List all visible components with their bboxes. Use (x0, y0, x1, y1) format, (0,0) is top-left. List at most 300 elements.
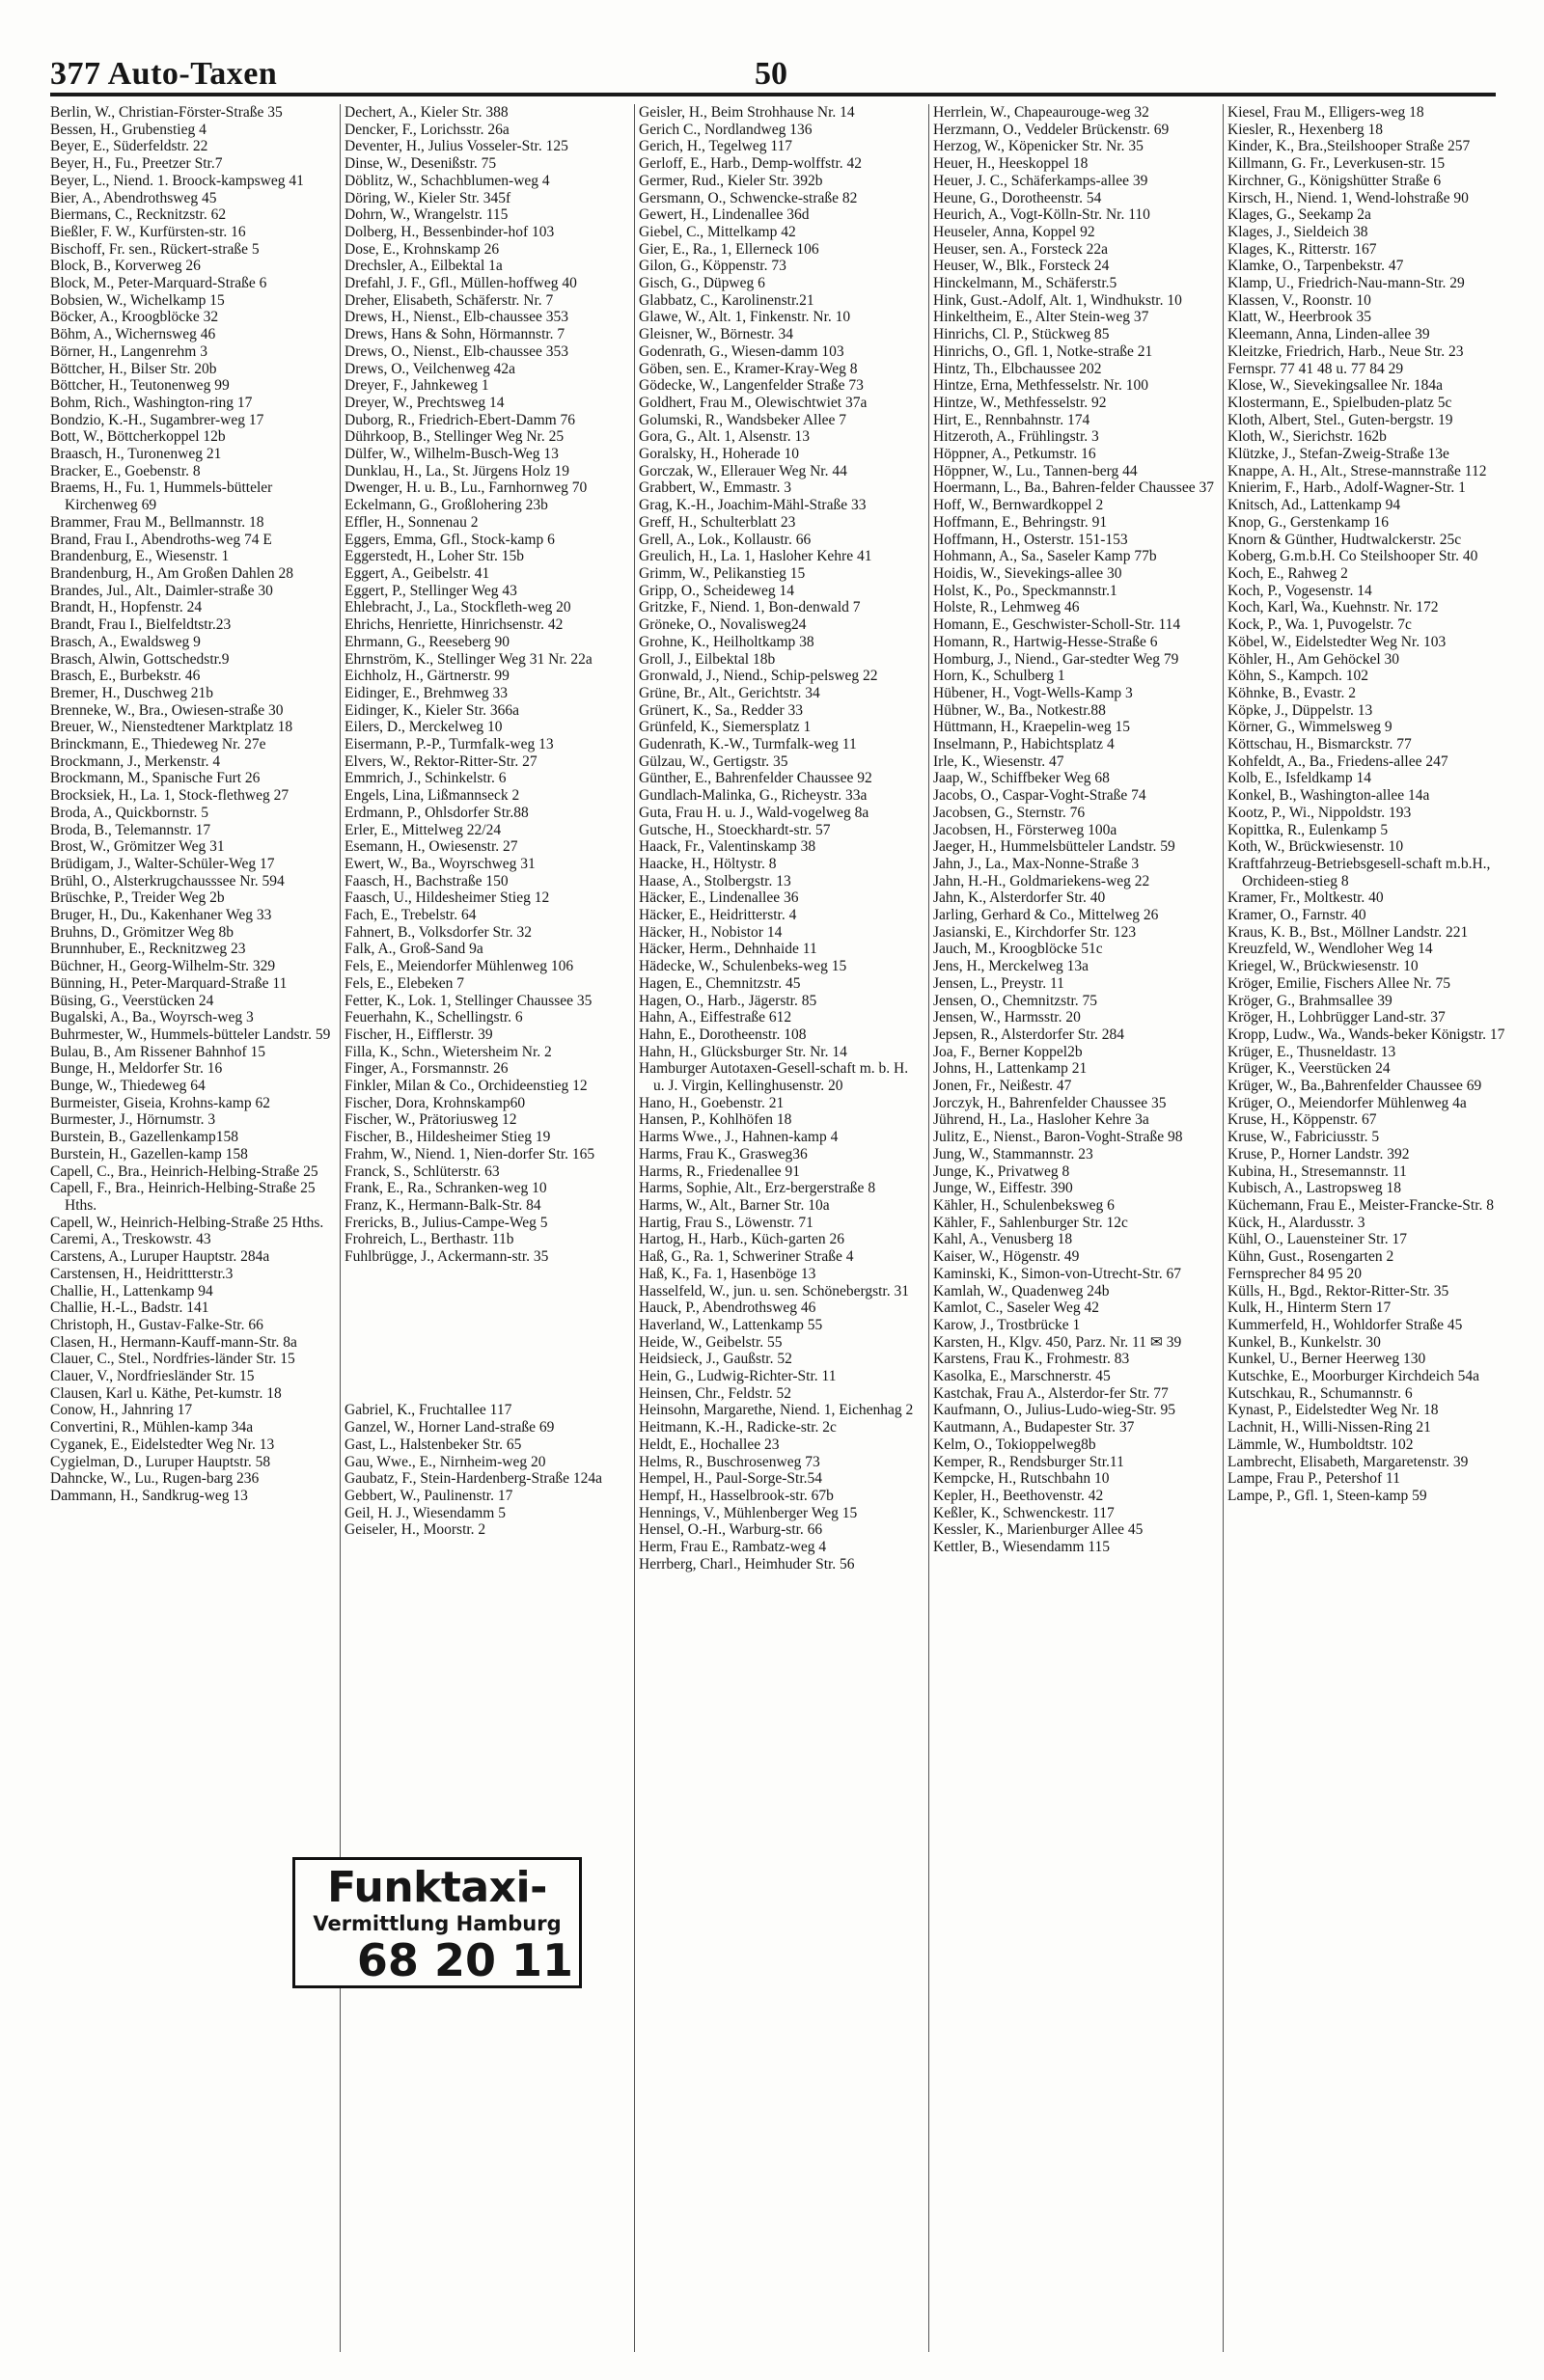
listing-entry: Jacobsen, H., Försterweg 100a (933, 821, 1117, 838)
listing-entry: Gülzau, W., Gertigstr. 35 (639, 752, 788, 770)
listing-entry: Brandes, Jul., Alt., Daimler-straße 30 (50, 582, 273, 599)
listing-entry: Koth, W., Brückwiesenstr. 10 (1227, 838, 1404, 856)
listing-entry: Hein, G., Ludwig-Richter-Str. 11 (639, 1368, 837, 1385)
listing-entry: Joa, F., Berner Koppel2b (933, 1043, 1083, 1060)
listing-entry: Hasselfeld, W., jun. u. sen. Schönebergstr. 31 (639, 1282, 909, 1299)
listing-entry (345, 1368, 627, 1385)
listing-entry: Kröger, H., Lohbrügger Land-str. 37 (1227, 1009, 1446, 1026)
listing-entry: Bießler, F. W., Kurfürsten-str. 16 (50, 223, 246, 240)
column-divider (1223, 104, 1224, 2352)
listing-entry: Brüdigam, J., Walter-Schüler-Weg 17 (50, 855, 275, 872)
listing-entry: Johns, H., Lattenkamp 21 (933, 1060, 1088, 1078)
listing-entry: Gritzke, F., Niend. 1, Bon-denwald 7 (639, 599, 861, 616)
listing-entry: Heuser, W., Blk., Forsteck 24 (933, 258, 1110, 275)
listing-entry: Hitzeroth, A., Frühlingstr. 3 (933, 428, 1099, 446)
listing-entry: Gundlach-Malinka, G., Richeystr. 33a (639, 787, 868, 805)
listing-entry: Brasch, E., Burbekstr. 46 (50, 668, 201, 685)
column-4 (933, 104, 1216, 2352)
listing-columns (50, 104, 1505, 2352)
listing-entry: Irle, K., Wiesenstr. 47 (933, 752, 1064, 770)
listing-entry: Beyer, E., Süderfeldstr. 22 (50, 138, 208, 155)
listing-entry: Kriegel, W., Brückwiesenstr. 10 (1227, 958, 1419, 975)
column-divider (928, 104, 929, 2352)
listing-entry: Köpke, J., Düppelstr. 13 (1227, 701, 1373, 719)
ad-subline: Vermittlung Hamburg (313, 1912, 562, 1935)
listing-entry: Herzog, W., Köpenicker Str. Nr. 35 (933, 138, 1144, 155)
listing-entry: Herrlein, W., Chapeaurouge-weg 32 (933, 104, 1149, 121)
listing-entry: Kohfeldt, A., Ba., Friedens-allee 247 (1227, 752, 1448, 770)
listing-entry: Koberg, G.m.b.H. Co Steilshooper Str. 40 (1227, 548, 1478, 565)
listing-entry: Kirsch, H., Niend. 1, Wend-lohstraße 90 (1227, 189, 1469, 206)
listing-entry: Bobsien, W., Wichelkamp 15 (50, 291, 225, 309)
listing-entry: Kiesler, R., Hexenberg 18 (1227, 121, 1383, 138)
listing-entry: Klages, K., Ritterstr. 167 (1227, 240, 1377, 258)
listing-entry: Geisler, H., Beim Strohhause Nr. 14 (639, 104, 855, 121)
page-header (50, 56, 1498, 95)
listing-entry: Gabriel, K., Fruchtallee 117 (345, 1402, 512, 1419)
listing-entry: Kloth, Albert, Stel., Guten-bergstr. 19 (1227, 411, 1453, 428)
listing-entry (345, 1334, 627, 1352)
listing-entry: Grünfeld, K., Siemersplatz 1 (639, 719, 812, 736)
listing-entry: Hensel, O.-H., Warburg-str. 66 (639, 1521, 823, 1539)
listing-entry: Kleitzke, Friedrich, Harb., Neue Str. 23 (1227, 342, 1464, 360)
listing-entry: Heuser, sen. A., Forsteck 22a (933, 240, 1109, 258)
listing-entry: Finger, A., Forsmannstr. 26 (345, 1060, 509, 1078)
listing-entry: Klamp, U., Friedrich-Nau-mann-Str. 29 (1227, 275, 1465, 292)
listing-entry: Haverland, W., Lattenkamp 55 (639, 1316, 823, 1333)
listing-entry (345, 1266, 627, 1283)
listing-entry: Lampe, P., Gfl. 1, Steen-kamp 59 (1227, 1487, 1427, 1504)
listing-entry: Esemann, H., Owiesenstr. 27 (345, 838, 518, 856)
page-number: 50 (755, 56, 787, 92)
listing-entry: Kröger, G., Brahmsallee 39 (1227, 992, 1392, 1009)
listing-entry: Fischer, W., Prätoriusweg 12 (345, 1111, 517, 1129)
listing-entry: Frohreich, L., Berthastr. 11b (345, 1231, 514, 1248)
column-3 (639, 104, 922, 2352)
listing-entry: Gersmann, O., Schwencke-straße 82 (639, 189, 858, 206)
listing-entry: Kruse, W., Fabriciusstr. 5 (1227, 1129, 1380, 1146)
listing-entry: Gewert, H., Lindenallee 36d (639, 206, 810, 224)
listing-entry: Brühl, O., Alsterkrugchausssee Nr. 594 (50, 872, 285, 889)
listing-entry: Fach, E., Trebelstr. 64 (345, 907, 477, 924)
listing-entry: Golumski, R., Wandsbeker Allee 7 (639, 411, 847, 428)
listing-entry: Brammer, Frau M., Bellmannstr. 18 (50, 513, 264, 531)
listing-entry: Jens, H., Merckelweg 13a (933, 958, 1089, 975)
listing-entry: Hagen, E., Chemnitzstr. 45 (639, 974, 801, 992)
listing-entry (345, 1385, 627, 1403)
listing-entry: Ehrmann, G., Reeseberg 90 (345, 633, 510, 650)
listing-entry: Köhn, S., Kampch. 102 (1227, 668, 1368, 685)
listing-entry: Krüger, O., Meiendorfer Mühlenweg 4a (1227, 1094, 1467, 1111)
listing-entry: Drews, O., Veilchenweg 42a (345, 360, 516, 377)
listing-entry: Klassen, V., Roonstr. 10 (1227, 291, 1371, 309)
listing-entry (345, 1299, 627, 1317)
listing-entry: Dolberg, H., Bessenbinder-hof 103 (345, 223, 555, 240)
listing-entry: Giebel, C., Mittelkamp 42 (639, 223, 796, 240)
listing-entry: Kasolka, E., Marschnerstr. 45 (933, 1368, 1111, 1385)
listing-entry: Feuerhahn, K., Schellingstr. 6 (345, 1009, 523, 1026)
listing-entry: Karsten, H., Klgv. 450, Parz. Nr. 11 ✉ 39 (933, 1333, 1182, 1351)
listing-entry: Hahn, E., Dorotheenstr. 108 (639, 1026, 807, 1043)
listing-entry: Gerich, H., Tegelweg 117 (639, 138, 793, 155)
listing-entry: Eidinger, K., Kieler Str. 366a (345, 701, 520, 719)
listing-entry: Gier, E., Ra., 1, Ellerneck 106 (639, 240, 819, 258)
listing-entry: Brasch, A., Ewaldsweg 9 (50, 633, 201, 650)
listing-entry: Hinckelmann, M., Schäferstr.5 (933, 275, 1117, 292)
listing-entry: Bunge, W., Thiedeweg 64 (50, 1078, 206, 1095)
listing-entry: Kramer, O., Farnstr. 40 (1227, 907, 1366, 924)
listing-entry: Jacobs, O., Caspar-Voght-Straße 74 (933, 787, 1146, 805)
listing-entry: Böttcher, H., Teutonenweg 99 (50, 377, 230, 395)
listing-entry: Homann, E., Geschwister-Scholl-Str. 114 (933, 616, 1181, 634)
listing-entry: Grell, A., Lok., Kollaustr. 66 (639, 531, 812, 548)
listing-entry: Harms, R., Friedenallee 91 (639, 1163, 801, 1180)
listing-entry: Kück, H., Alardusstr. 3 (1227, 1214, 1365, 1231)
listing-entry: Brandenburg, H., Am Großen Dahlen 28 (50, 564, 293, 582)
listing-entry: Burstein, H., Gazellen-kamp 158 (50, 1145, 248, 1163)
listing-entry: Ewert, W., Ba., Woyrschweg 31 (345, 855, 536, 872)
listing-entry: Greff, H., Schulterblatt 23 (639, 513, 796, 531)
listing-entry: Hartog, H., Harb., Küch-garten 26 (639, 1231, 845, 1248)
listing-entry: Kaminski, K., Simon-von-Utrecht-Str. 67 (933, 1265, 1182, 1282)
listing-entry: Carstens, A., Luruper Hauptstr. 284a (50, 1248, 270, 1266)
listing-entry: Challie, H.-L., Badstr. 141 (50, 1299, 209, 1317)
listing-entry: Böhm, A., Wichernsweg 46 (50, 326, 216, 343)
listing-entry: Harms, Sophie, Alt., Erz-bergerstraße 8 (639, 1180, 876, 1197)
listing-entry: Gora, G., Alt. 1, Alsenstr. 13 (639, 428, 810, 446)
listing-entry: Jensen, O., Chemnitzstr. 75 (933, 992, 1098, 1009)
listing-entry: Köhnke, B., Evastr. 2 (1227, 684, 1357, 701)
listing-entry: Kahl, A., Venusberg 18 (933, 1231, 1073, 1248)
listing-entry: Bott, W., Böttcherkoppel 12b (50, 428, 226, 446)
listing-entry: Godenrath, G., Wiesen-damm 103 (639, 342, 844, 360)
listing-entry: Jacobsen, G., Sternstr. 76 (933, 804, 1086, 821)
listing-entry: Junge, W., Eiffestr. 390 (933, 1180, 1073, 1197)
listing-entry: Jasianski, E., Kirchdorfer Str. 123 (933, 923, 1137, 941)
listing-entry: Klatt, W., Heerbrook 35 (1227, 309, 1371, 326)
listing-entry: Kettler, B., Wiesendamm 115 (933, 1539, 1110, 1556)
listing-entry: Hohmann, A., Sa., Saseler Kamp 77b (933, 548, 1157, 565)
column-divider (340, 104, 341, 2352)
listing-entry: Böcker, A., Kroogblöcke 32 (50, 309, 219, 326)
listing-entry: Greulich, H., La. 1, Hasloher Kehre 41 (639, 548, 872, 565)
listing-entry: Lachnit, H., Willi-Nissen-Ring 21 (1227, 1419, 1431, 1436)
listing-entry: Eidinger, E., Brehmweg 33 (345, 684, 508, 701)
listing-entry: Challie, H., Lattenkamp 94 (50, 1282, 213, 1299)
listing-entry: Kraftfahrzeug-Betriebsgesell-schaft m.b.H., Orchideen-stieg 8 (1227, 855, 1491, 889)
listing-entry: Kunkel, U., Berner Heerweg 130 (1227, 1351, 1426, 1368)
listing-entry: Ehrichs, Henriette, Hinrichsenstr. 42 (345, 616, 564, 634)
listing-entry: Finkler, Milan & Co., Orchideenstieg 12 (345, 1078, 588, 1095)
listing-entry: Hano, H., Goebenstr. 21 (639, 1094, 785, 1111)
listing-entry: Faasch, H., Bachstraße 150 (345, 872, 509, 889)
listing-entry: Büchner, H., Georg-Wilhelm-Str. 329 (50, 958, 276, 975)
listing-entry: Heinsohn, Margarethe, Niend. 1, Eichenhag 2 (639, 1402, 914, 1419)
listing-entry: Hübner, W., Ba., Notkestr.88 (933, 701, 1106, 719)
listing-entry: Kinder, K., Bra.,Steilshooper Straße 257 (1227, 138, 1471, 155)
listing-entry: Kaufmann, O., Julius-Ludo-wieg-Str. 95 (933, 1402, 1175, 1419)
listing-entry: Hoermann, L., Ba., Bahren-felder Chaussee 37 (933, 479, 1214, 497)
listing-entry: Lambrecht, Elisabeth, Margaretenstr. 39 (1227, 1453, 1469, 1470)
listing-entry: Köbel, W., Eidelstedter Weg Nr. 103 (1227, 633, 1447, 650)
listing-entry: Fischer, B., Hildesheimer Stieg 19 (345, 1129, 551, 1146)
listing-entry: Bischoff, Fr. sen., Rückert-straße 5 (50, 240, 260, 258)
listing-entry: Gerich C., Nordlandweg 136 (639, 121, 813, 138)
listing-entry: Holste, R., Lehmweg 46 (933, 599, 1080, 616)
listing-entry: Kootz, P., Wi., Nippoldstr. 193 (1227, 804, 1412, 821)
listing-entry: Heuer, J. C., Schäferkamps-allee 39 (933, 172, 1148, 189)
listing-entry: Kemper, R., Rendsburger Str.11 (933, 1453, 1124, 1470)
listing-entry: Grüne, Br., Alt., Gerichtstr. 34 (639, 684, 820, 701)
listing-entry: Bohm, Rich., Washington-ring 17 (50, 394, 253, 411)
listing-entry: Fetter, K., Lok. 1, Stellinger Chaussee 35 (345, 992, 593, 1009)
listing-entry: Kropp, Ludw., Wa., Wands-beker Königstr. 17 (1227, 1026, 1505, 1043)
listing-entry: Guta, Frau H. u. J., Wald-vogelweg 8a (639, 804, 869, 821)
listing-entry: Klose, W., Sievekingsallee Nr. 184a (1227, 377, 1443, 395)
listing-entry: Caremi, A., Treskowstr. 43 (50, 1231, 211, 1248)
listing-entry: Külls, H., Bgd., Rektor-Ritter-Str. 35 (1227, 1282, 1449, 1299)
listing-entry: Karstens, Frau K., Frohmestr. 83 (933, 1351, 1130, 1368)
listing-entry: Köttschau, H., Bismarckstr. 77 (1227, 736, 1412, 753)
listing-entry: Eggert, A., Geibelstr. 41 (345, 564, 490, 582)
listing-entry: Gödecke, W., Langenfelder Straße 73 (639, 377, 864, 395)
listing-entry: Harms Wwe., J., Hahnen-kamp 4 (639, 1129, 839, 1146)
listing-entry: Kynast, P., Eidelstedter Weg Nr. 18 (1227, 1402, 1439, 1419)
listing-entry: Brocksiek, H., La. 1, Stock-flethweg 27 (50, 787, 290, 805)
listing-entry: Jepsen, R., Alsterdorfer Str. 284 (933, 1026, 1125, 1043)
listing-entry: Hintze, Erna, Methfesselstr. Nr. 100 (933, 377, 1148, 395)
listing-entry: Jahn, K., Alsterdorfer Str. 40 (933, 889, 1106, 907)
column-5 (1227, 104, 1510, 2352)
listing-entry: Dencker, F., Lorichsstr. 26a (345, 121, 510, 138)
listing-entry: Horn, K., Schulberg 1 (933, 668, 1065, 685)
listing-entry: Haacke, H., Höltystr. 8 (639, 855, 777, 872)
listing-entry: Bremer, H., Duschweg 21b (50, 684, 213, 701)
listing-entry: Hauck, P., Abendrothsweg 46 (639, 1299, 816, 1317)
listing-entry: Herrberg, Charl., Heimhuder Str. 56 (639, 1555, 855, 1573)
listing-entry: Hübener, H., Vogt-Wells-Kamp 3 (933, 684, 1133, 701)
listing-entry: Frahm, W., Niend. 1, Nien-dorfer Str. 165 (345, 1145, 595, 1163)
listing-entry: Kepler, H., Beethovenstr. 42 (933, 1487, 1104, 1504)
listing-entry: Häcker, E., Lindenallee 36 (639, 889, 799, 907)
listing-entry: Heinsen, Chr., Feldstr. 52 (639, 1384, 792, 1402)
listing-entry: Clauer, V., Nordfriesländer Str. 15 (50, 1368, 255, 1385)
listing-entry: Jahn, J., La., Max-Nonne-Straße 3 (933, 855, 1140, 872)
listing-entry: Deventer, H., Julius Vosseler-Str. 125 (345, 138, 568, 155)
listing-entry: Hinrichs, O., Gfl. 1, Notke-straße 21 (933, 342, 1153, 360)
listing-entry: Eggert, P., Stellinger Weg 43 (345, 582, 517, 599)
listing-entry: Buhrmester, W., Hummels-bütteler Landstr. 59 (50, 1026, 331, 1043)
listing-entry: Brunnhuber, E., Recknitzweg 23 (50, 941, 246, 958)
listing-entry: Dreyer, F., Jahnkeweg 1 (345, 377, 489, 395)
column-divider (634, 104, 635, 2352)
listing-entry: Körner, G., Wimmelsweg 9 (1227, 719, 1392, 736)
ad-headline: Funktaxi- (327, 1863, 547, 1912)
listing-entry: Brüschke, P., Treider Weg 2b (50, 889, 225, 907)
listing-entry: Hädecke, W., Schulenbeks-weg 15 (639, 958, 847, 975)
listing-entry: Kruse, P., Horner Landstr. 392 (1227, 1145, 1410, 1163)
listing-entry: Fischer, Dora, Krohnskamp60 (345, 1094, 526, 1111)
listing-entry: Grimm, W., Pelikanstieg 15 (639, 564, 806, 582)
listing-entry: Kleemann, Anna, Linden-allee 39 (1227, 326, 1430, 343)
listing-entry (345, 1283, 627, 1300)
listing-entry: Kähler, F., Sahlenburger Str. 12c (933, 1214, 1128, 1231)
listing-entry: Homann, R., Hartwig-Hesse-Straße 6 (933, 633, 1158, 650)
listing-entry: Hink, Gust.-Adolf, Alt. 1, Windhukstr. 10 (933, 291, 1182, 309)
listing-entry: Keßler, K., Schwenckestr. 117 (933, 1504, 1115, 1521)
listing-entry: Jaap, W., Schiffbeker Weg 68 (933, 770, 1110, 787)
listing-entry: Gudenrath, K.-W., Turmfalk-weg 11 (639, 736, 857, 753)
listing-entry: Dohrn, W., Wrangelstr. 115 (345, 206, 509, 224)
listing-entry: Herzmann, O., Veddeler Brückenstr. 69 (933, 121, 1170, 138)
listing-entry: Gisch, G., Düpweg 6 (639, 275, 765, 292)
listing-entry: Goralsky, H., Hoherade 10 (639, 446, 800, 463)
listing-entry: Fels, E., Elebeken 7 (345, 974, 464, 992)
listing-entry: Günther, E., Bahrenfelder Chaussee 92 (639, 770, 872, 787)
listing-entry: Grünert, K., Sa., Redder 33 (639, 701, 804, 719)
listing-entry: Dunklau, H., La., St. Jürgens Holz 19 (345, 462, 570, 479)
listing-entry: Bugalski, A., Ba., Woyrsch-weg 3 (50, 1009, 254, 1026)
listing-entry: Gröneke, O., Novalisweg24 (639, 616, 807, 634)
listing-entry: Clauer, C., Stel., Nordfries-länder Str. 15 (50, 1351, 295, 1368)
listing-entry: Dechert, A., Kieler Str. 388 (345, 104, 509, 121)
listing-entry: Brandenburg, E., Wiesenstr. 1 (50, 548, 230, 565)
listing-entry: Helms, R., Buschrosenweg 73 (639, 1453, 820, 1470)
listing-entry: Killmann, G. Fr., Leverkusen-str. 15 (1227, 155, 1446, 173)
listing-entry: Börner, H., Langenrehm 3 (50, 342, 207, 360)
listing-entry: Hahn, H., Glücksburger Str. Nr. 14 (639, 1043, 847, 1060)
listing-entry: Konkel, B., Washington-allee 14a (1227, 787, 1430, 805)
listing-entry: Block, M., Peter-Marquard-Straße 6 (50, 275, 267, 292)
listing-entry: Hintze, W., Methfesselstr. 92 (933, 394, 1107, 411)
listing-entry: Koch, E., Rahweg 2 (1227, 564, 1348, 582)
listing-entry: Köhler, H., Am Gehöckel 30 (1227, 650, 1400, 668)
listing-entry: Haack, Fr., Valentinskamp 38 (639, 838, 816, 856)
listing-entry: Kunkel, B., Kunkelstr. 30 (1227, 1333, 1381, 1351)
listing-entry: Klamke, O., Tarpenbekstr. 47 (1227, 258, 1404, 275)
listing-entry: Heurich, A., Vogt-Kölln-Str. Nr. 110 (933, 206, 1150, 224)
listing-entry: Lämmle, W., Humboldtstr. 102 (1227, 1436, 1414, 1453)
listing-entry: Knorn & Günther, Hudtwalckerstr. 25c (1227, 531, 1462, 548)
listing-entry: Braasch, H., Turonenweg 21 (50, 446, 222, 463)
listing-entry: Hintz, Th., Elbchaussee 202 (933, 360, 1102, 377)
listing-entry: Carstensen, H., Heidrittterstr.3 (50, 1265, 234, 1282)
listing-entry: Böttcher, H., Bilser Str. 20b (50, 360, 217, 377)
listing-entry: Heitmann, K.-H., Radicke-str. 2c (639, 1419, 837, 1436)
listing-entry: Bracker, E., Goebenstr. 8 (50, 462, 201, 479)
listing-entry: Dührkoop, B., Stellinger Weg Nr. 25 (345, 428, 565, 446)
listing-entry: Brost, W., Grömitzer Weg 31 (50, 838, 225, 856)
listing-entry: Krüger, K., Veerstücken 24 (1227, 1060, 1391, 1078)
listing-entry: Kutschke, E., Moorburger Kirchdeich 54a (1227, 1368, 1479, 1385)
listing-entry: Kamlah, W., Quadenweg 24b (933, 1282, 1110, 1299)
listing-entry: Gerloff, E., Harb., Demp-wolffstr. 42 (639, 155, 863, 173)
listing-entry: Effler, H., Sonnenau 2 (345, 513, 479, 531)
listing-entry: Jührend, H., La., Hasloher Kehre 3a (933, 1111, 1149, 1129)
listing-entry: Kolb, E., Isfeldkamp 14 (1227, 770, 1371, 787)
listing-entry: Erler, E., Mittelweg 22/24 (345, 821, 502, 838)
listing-entry: Gorczak, W., Ellerauer Weg Nr. 44 (639, 462, 847, 479)
listing-entry: Kramer, Fr., Moltkestr. 40 (1227, 889, 1384, 907)
listing-entry: Capell, C., Bra., Heinrich-Helbing-Straße 25 (50, 1163, 318, 1180)
listing-entry: Kopittka, R., Eulenkamp 5 (1227, 821, 1389, 838)
listing-entry: Gutsche, H., Stoeckhardt-str. 57 (639, 821, 831, 838)
listing-entry: Klages, G., Seekamp 2a (1227, 206, 1371, 224)
listing-entry: Filla, K., Schn., Wietersheim Nr. 2 (345, 1043, 552, 1060)
listing-entry: Fischer, H., Eifflerstr. 39 (345, 1026, 493, 1043)
listing-entry: Bier, A., Abendrothsweg 45 (50, 189, 217, 206)
listing-entry: Fernsprecher 84 95 20 (1227, 1265, 1363, 1282)
listing-entry: Dammann, H., Sandkrug-weg 13 (50, 1487, 248, 1504)
listing-entry: Glabbatz, C., Karolinenstr.21 (639, 291, 814, 309)
listing-entry: Jensen, L., Preystr. 11 (933, 974, 1064, 992)
funktaxi-advertisement (292, 1857, 582, 1988)
listing-entry: Döblitz, W., Schachblumen-weg 4 (345, 172, 550, 189)
listing-entry: Capell, W., Heinrich-Helbing-Straße 25 Hths. (50, 1214, 324, 1231)
listing-entry: Höppner, W., Lu., Tannen-berg 44 (933, 462, 1138, 479)
listing-entry: Dreyer, W., Prechtsweg 14 (345, 394, 505, 411)
listing-entry: Hahn, A., Eiffestraße 612 (639, 1009, 792, 1026)
listing-entry: Block, B., Korverweg 26 (50, 258, 201, 275)
listing-entry: Grag, K.-H., Joachim-Mähl-Straße 33 (639, 497, 867, 514)
listing-entry: Hartig, Frau S., Löwenstr. 71 (639, 1214, 813, 1231)
listing-entry: Kähler, H., Schulenbeksweg 6 (933, 1197, 1115, 1214)
listing-entry: Kröger, Emilie, Fischers Allee Nr. 75 (1227, 974, 1450, 992)
listing-entry: Bulau, B., Am Rissener Bahnhof 15 (50, 1043, 266, 1060)
listing-entry: Burmester, J., Hörnumstr. 3 (50, 1111, 216, 1129)
listing-entry: Harms, W., Alt., Barner Str. 10a (639, 1197, 830, 1214)
listing-entry: Gast, L., Halstenbeker Str. 65 (345, 1436, 522, 1453)
listing-entry: Hempf, H., Hasselbrook-str. 67b (639, 1487, 834, 1504)
listing-entry: Erdmann, P., Ohlsdorfer Str.88 (345, 804, 529, 821)
listing-entry: Grabbert, W., Emmastr. 3 (639, 479, 791, 497)
listing-entry: Bondzio, K.-H., Sugambrer-weg 17 (50, 411, 264, 428)
listing-entry: Kraus, K. B., Bst., Möllner Landstr. 221 (1227, 923, 1469, 941)
listing-entry: Kühn, Gust., Rosengarten 2 (1227, 1248, 1394, 1266)
listing-entry: Ehrnström, K., Stellinger Weg 31 Nr. 22a (345, 650, 593, 668)
listing-entry: Krüger, E., Thusneldastr. 13 (1227, 1043, 1396, 1060)
listing-entry: Beyer, H., Fu., Preetzer Str.7 (50, 155, 223, 173)
listing-entry: Hirt, E., Rennbahnstr. 174 (933, 411, 1090, 428)
listing-entry: Drechsler, A., Eilbektal 1a (345, 258, 503, 275)
listing-entry: Gaubatz, F., Stein-Hardenberg-Straße 124a (345, 1470, 603, 1488)
listing-entry: Holst, K., Po., Speckmannstr.1 (933, 582, 1117, 599)
listing-entry: Bruhns, D., Grömitzer Weg 8b (50, 923, 234, 941)
listing-entry: Ganzel, W., Horner Land-straße 69 (345, 1419, 555, 1436)
listing-entry: Grohne, K., Heilholtkamp 38 (639, 633, 814, 650)
listing-entry: Kreuzfeld, W., Wendloher Weg 14 (1227, 941, 1433, 958)
listing-entry: Braems, H., Fu. 1, Hummels-bütteler Kirchenweg 69 (50, 479, 273, 514)
listing-entry: Franz, K., Hermann-Balk-Str. 84 (345, 1197, 541, 1214)
listing-entry: Gleisner, W., Börnestr. 34 (639, 326, 793, 343)
listing-entry: Fernspr. 77 41 48 u. 77 84 29 (1227, 360, 1404, 377)
listing-entry: Drews, H., Nienst., Elb-chaussee 353 (345, 309, 569, 326)
listing-entry: Knierim, F., Harb., Adolf-Wagner-Str. 1 (1227, 479, 1466, 497)
listing-entry: Hoffmann, E., Behringstr. 91 (933, 513, 1108, 531)
listing-entry: Engels, Lina, Lißmannseck 2 (345, 787, 520, 805)
listing-entry: Clasen, H., Hermann-Kauff-mann-Str. 8a (50, 1333, 297, 1351)
listing-entry: Elvers, W., Rektor-Ritter-Str. 27 (345, 752, 538, 770)
listing-entry: Clausen, Karl u. Käthe, Pet-kumstr. 18 (50, 1384, 282, 1402)
listing-entry: Brockmann, M., Spanische Furt 26 (50, 770, 261, 787)
listing-entry: Harms, Frau K., Grasweg36 (639, 1145, 808, 1163)
listing-entry: Häcker, Herm., Dehnhaide 11 (639, 941, 817, 958)
listing-entry: Höppner, A., Petkumstr. 16 (933, 446, 1096, 463)
listing-entry: Büsing, G., Veerstücken 24 (50, 992, 214, 1009)
listing-entry: Geiseler, H., Moorstr. 2 (345, 1521, 486, 1539)
listing-entry: Goldhert, Frau M., Olewischtwiet 37a (639, 394, 868, 411)
listing-entry: Gronwald, J., Niend., Schip-pelsweg 22 (639, 668, 878, 685)
